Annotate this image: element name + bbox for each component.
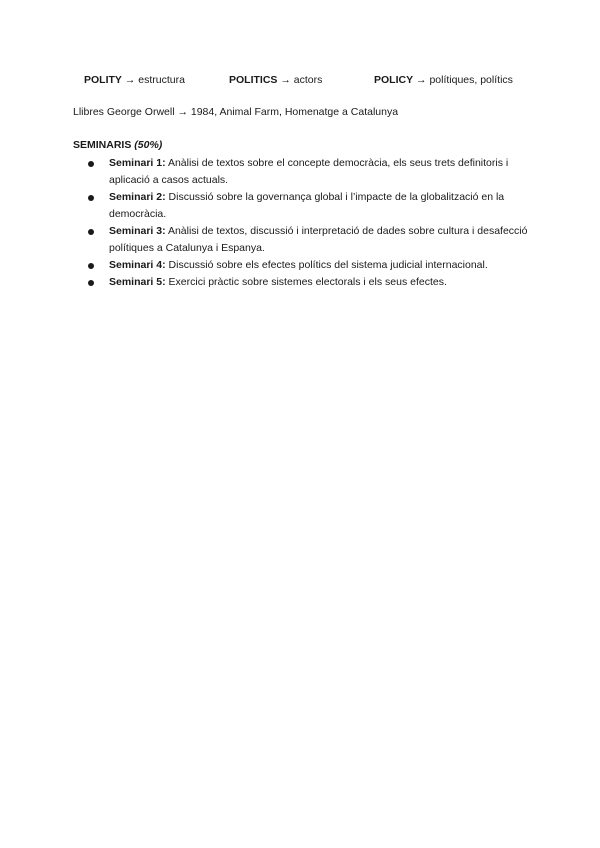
- concept-meaning: actors: [293, 74, 323, 86]
- seminar-list: [0, 155, 600, 291]
- concept-term: POLITICS: [229, 74, 278, 86]
- seminar-text: Discussió sobre la governança global i l’impacte de la globalització en la democràcia.: [109, 191, 505, 220]
- bullet-icon: [88, 229, 94, 235]
- seminar-text: Exercici pràctic sobre sistemes electorals i els seus efectes.: [168, 276, 447, 288]
- seminar-text: Discussió sobre els efectes polítics del sistema judicial internacional.: [168, 259, 488, 271]
- concepts-row: [84, 74, 544, 88]
- bullet-icon: [88, 161, 94, 167]
- seminars-weight: (50%): [134, 139, 163, 151]
- arrow-icon: →: [124, 74, 136, 86]
- seminar-label: Seminari 4:: [109, 259, 166, 271]
- bullet-icon: [88, 195, 94, 201]
- list-item: [0, 257, 600, 274]
- concept-term: POLITY: [84, 74, 122, 86]
- seminar-label: Seminari 3:: [109, 225, 166, 237]
- concept-politics: [229, 74, 322, 87]
- bullet-icon: [88, 280, 94, 286]
- arrow-icon: →: [416, 74, 427, 86]
- seminar-text: Anàlisi de textos, discussió i interpretació de dades sobre cultura i desafecció polítiques a Catalunya i Espanya.: [109, 225, 528, 254]
- seminar-text: Anàlisi de textos sobre el concepte democràcia, els seus trets definitoris i aplicació a casos actuals.: [109, 157, 509, 186]
- seminars-heading: [73, 139, 162, 152]
- concept-meaning: estructura: [138, 74, 185, 86]
- concept-meaning: polítiques, polítics: [429, 74, 513, 86]
- seminar-label: Seminari 2:: [109, 191, 166, 203]
- seminar-label: Seminari 1:: [109, 157, 166, 169]
- concept-term: POLICY: [374, 74, 414, 86]
- books-line: Llibres George Orwell → 1984, Animal Farm, Homenatge a Catalunya: [73, 106, 399, 118]
- list-item: [0, 274, 600, 291]
- bullet-icon: [88, 263, 94, 269]
- list-item: [0, 155, 600, 189]
- seminars-title: SEMINARIS: [73, 139, 132, 151]
- seminar-label: Seminari 5:: [109, 276, 166, 288]
- concept-policy: [374, 74, 513, 87]
- list-item: [0, 189, 600, 223]
- arrow-icon: →: [280, 74, 291, 86]
- list-item: [0, 223, 600, 257]
- concept-polity: [84, 74, 185, 87]
